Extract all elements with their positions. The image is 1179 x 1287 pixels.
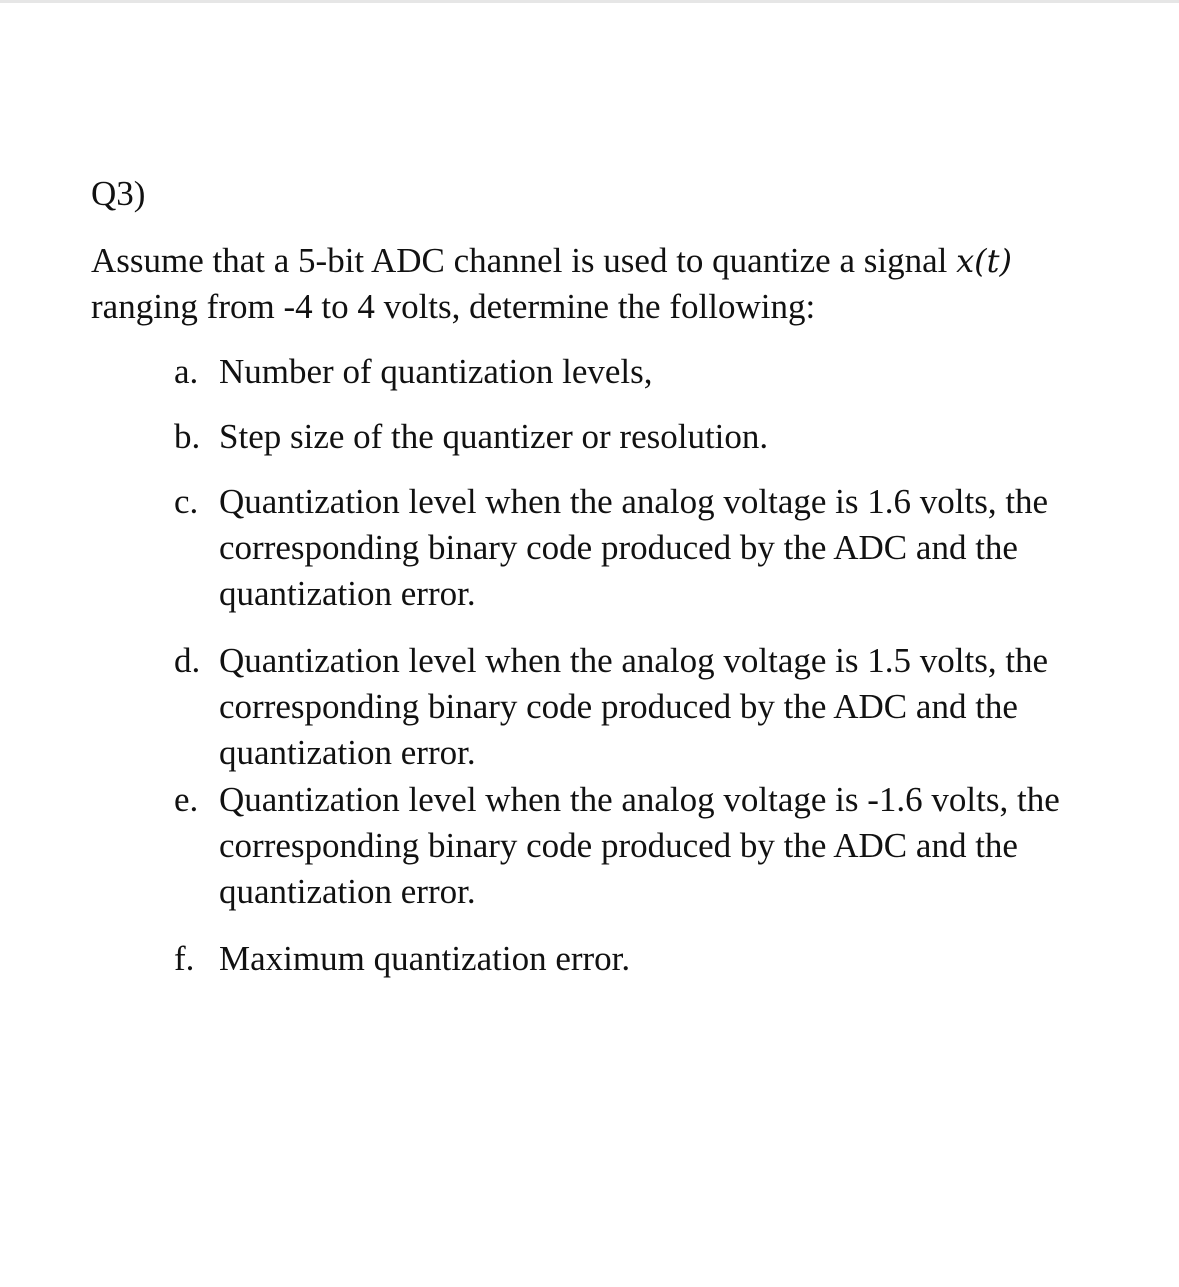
item-marker: d. xyxy=(174,641,201,680)
intro-text-1: Assume that a 5-bit ADC channel is used to quantize a signal xyxy=(91,241,948,280)
top-divider xyxy=(0,0,1179,3)
item-marker: a. xyxy=(174,352,199,391)
item-line: quantization error. xyxy=(219,733,476,772)
list-item-a xyxy=(174,349,1164,395)
item-line: Quantization level when the analog voltage is 1.6 volts, the xyxy=(219,482,1049,521)
intro-line-1 xyxy=(91,238,1151,284)
item-marker: f. xyxy=(174,939,195,978)
item-line: corresponding binary code produced by the ADC and the xyxy=(219,826,1018,865)
list-item-c xyxy=(174,479,1164,617)
item-line: Number of quantization levels, xyxy=(219,352,653,391)
list-item-f xyxy=(174,936,1164,982)
item-text xyxy=(219,349,1164,395)
item-line: quantization error. xyxy=(219,872,476,911)
item-line: corresponding binary code produced by the ADC and the xyxy=(219,687,1018,726)
list-item-e xyxy=(174,777,1164,915)
intro-line-2: ranging from -4 to 4 volts, determine the following: xyxy=(91,287,816,326)
item-line: quantization error. xyxy=(219,574,476,613)
list-item-b xyxy=(174,414,1164,460)
signal-symbol xyxy=(956,242,1012,280)
item-line: Maximum quantization error. xyxy=(219,939,631,978)
item-marker: e. xyxy=(174,780,199,819)
item-text xyxy=(219,777,1164,915)
item-text xyxy=(219,936,1164,982)
item-text xyxy=(219,638,1164,776)
item-marker: b. xyxy=(174,417,201,456)
question-number: Q3) xyxy=(91,174,146,213)
item-text xyxy=(219,479,1164,617)
item-marker: c. xyxy=(174,482,199,521)
signal-symbol-text: x(t) xyxy=(956,242,1012,280)
item-line: Step size of the quantizer or resolution. xyxy=(219,417,769,456)
item-line: Quantization level when the analog voltage is 1.5 volts, the xyxy=(219,641,1049,680)
item-line: corresponding binary code produced by the ADC and the xyxy=(219,528,1018,567)
question-intro xyxy=(91,238,1151,330)
item-line: Quantization level when the analog voltage is -1.6 volts, the xyxy=(219,780,1060,819)
item-text xyxy=(219,414,1164,460)
list-item-d xyxy=(174,638,1164,776)
